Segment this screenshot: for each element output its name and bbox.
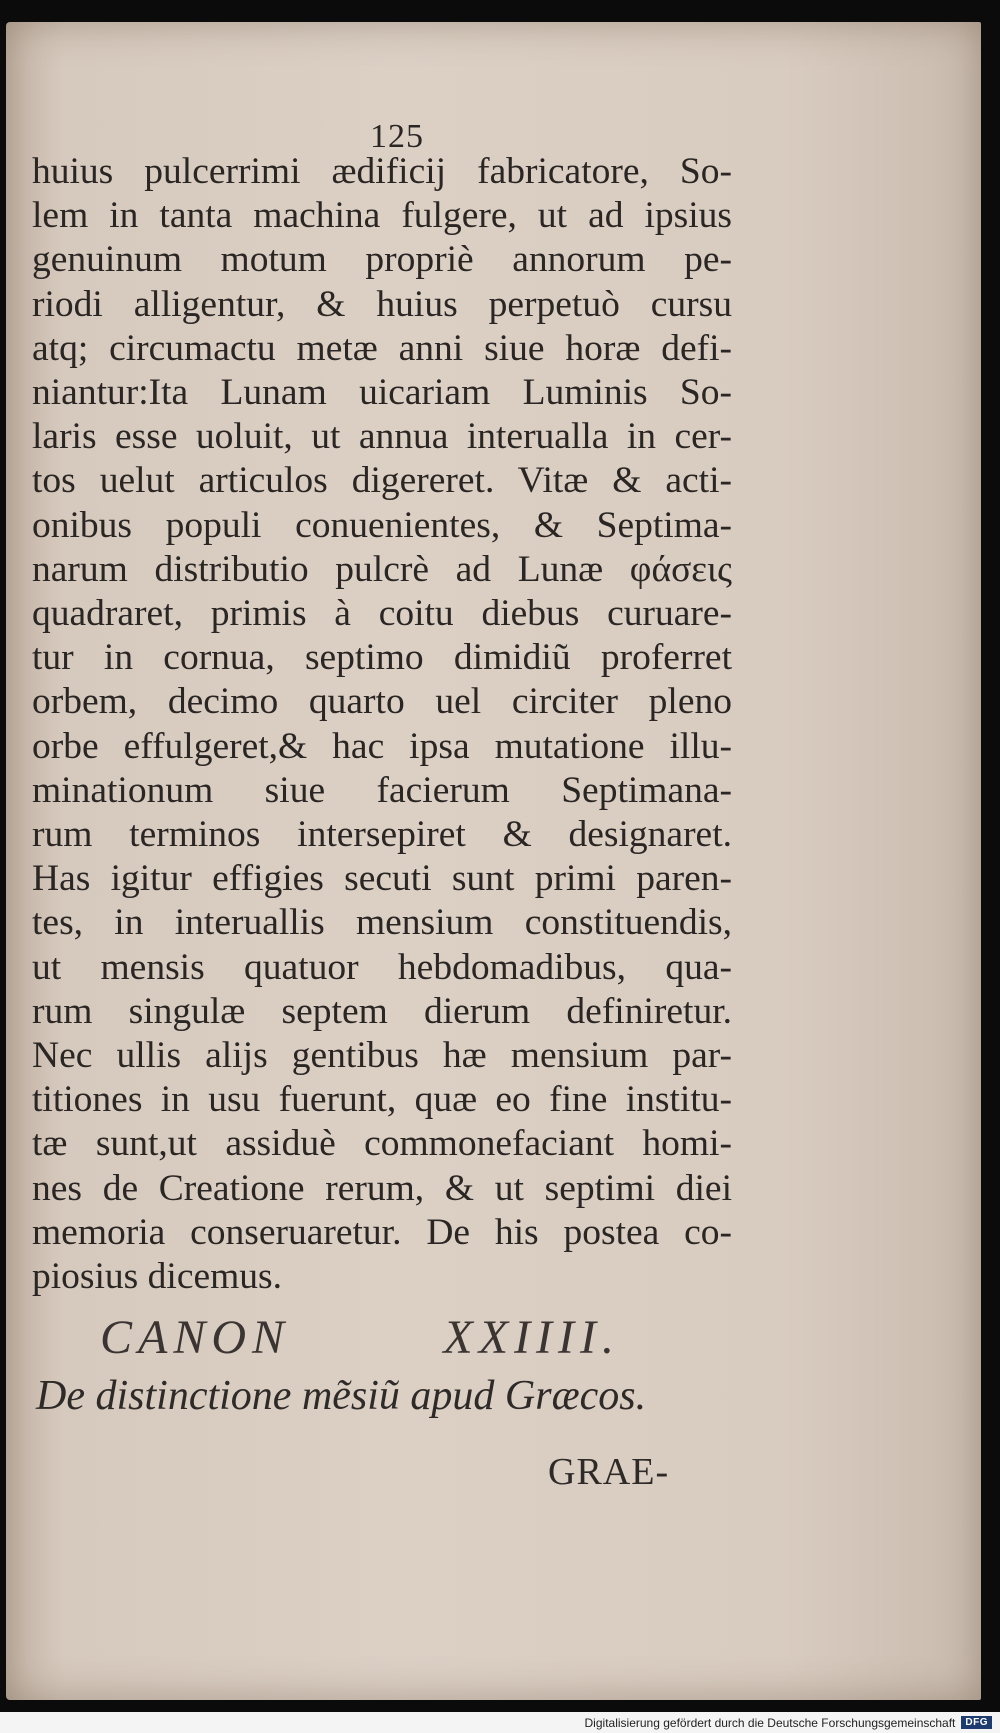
text-line: quadraret, primis à coitu diebus curuare- (32, 593, 732, 635)
text-line: Nec ullis alijs gentibus hæ mensium par- (32, 1035, 732, 1077)
text-line: ut mensis quatuor hebdomadibus, qua- (32, 946, 732, 988)
text-line: riodi alligentur, & huius perpetuò cursu (32, 283, 732, 325)
page-number: 125 (370, 118, 424, 155)
canon-subheading: De distinctione mẽsiũ apud Græcos. (36, 1373, 647, 1419)
heading-numeral: XXIIII. (443, 1311, 620, 1364)
digitization-footer (0, 1712, 1000, 1733)
text-line: niantur:Ita Lunam uicariam Luminis So- (32, 372, 732, 414)
text-line: onibus populi conuenientes, & Septima- (32, 504, 732, 546)
text-line: orbem, decimo quarto uel circiter pleno (32, 681, 732, 723)
text-line: tes, in interuallis mensium constituendis, (32, 902, 732, 944)
text-line: minationum siue facierum Septimana- (32, 769, 732, 811)
footer-credit: Digitalisierung gefördert durch die Deutsche Forschungsgemeinschaft (584, 1715, 956, 1730)
heading-canon: CANON (100, 1311, 291, 1364)
body-text (32, 150, 732, 1299)
dfg-logo: DFG (961, 1716, 992, 1729)
text-line: laris esse uoluit, ut annua interualla in cer- (32, 416, 732, 458)
text-line: tæ sunt,ut assiduè commonefaciant homi- (32, 1123, 732, 1165)
text-line: rum singulæ septem dierum definiretur. (32, 990, 732, 1032)
text-line: tur in cornua, septimo dimidiũ proferret (32, 637, 732, 679)
text-line: tos uelut articulos digereret. Vitæ & acti- (32, 460, 732, 502)
text-line: piosius dicemus. (32, 1256, 282, 1298)
text-line: narum distributio pulcrè ad Lunæ φάσεις (32, 548, 732, 590)
text-line: rum terminos intersepiret & designaret. (32, 814, 732, 856)
text-line: atq; circumactu metæ anni siue horæ defi- (32, 327, 732, 369)
text-line: huius pulcerrimi ædificij fabricatore, So- (32, 151, 732, 192)
text-line: orbe effulgeret,& hac ipsa mutatione illu- (32, 725, 732, 767)
text-line: Has igitur effigies secuti sunt primi paren- (32, 858, 732, 900)
text-line: titiones in usu fuerunt, quæ eo fine institu- (32, 1079, 732, 1121)
canon-heading (100, 1310, 620, 1365)
text-line: memoria conseruaretur. De his postea co- (32, 1211, 732, 1253)
text-line: nes de Creatione rerum, & ut septimi diei (32, 1167, 732, 1209)
text-line: lem in tanta machina fulgere, ut ad ipsius (32, 195, 732, 237)
text-line: genuinum motum propriè annorum pe- (32, 239, 732, 281)
catchword: GRAE- (548, 1451, 670, 1493)
